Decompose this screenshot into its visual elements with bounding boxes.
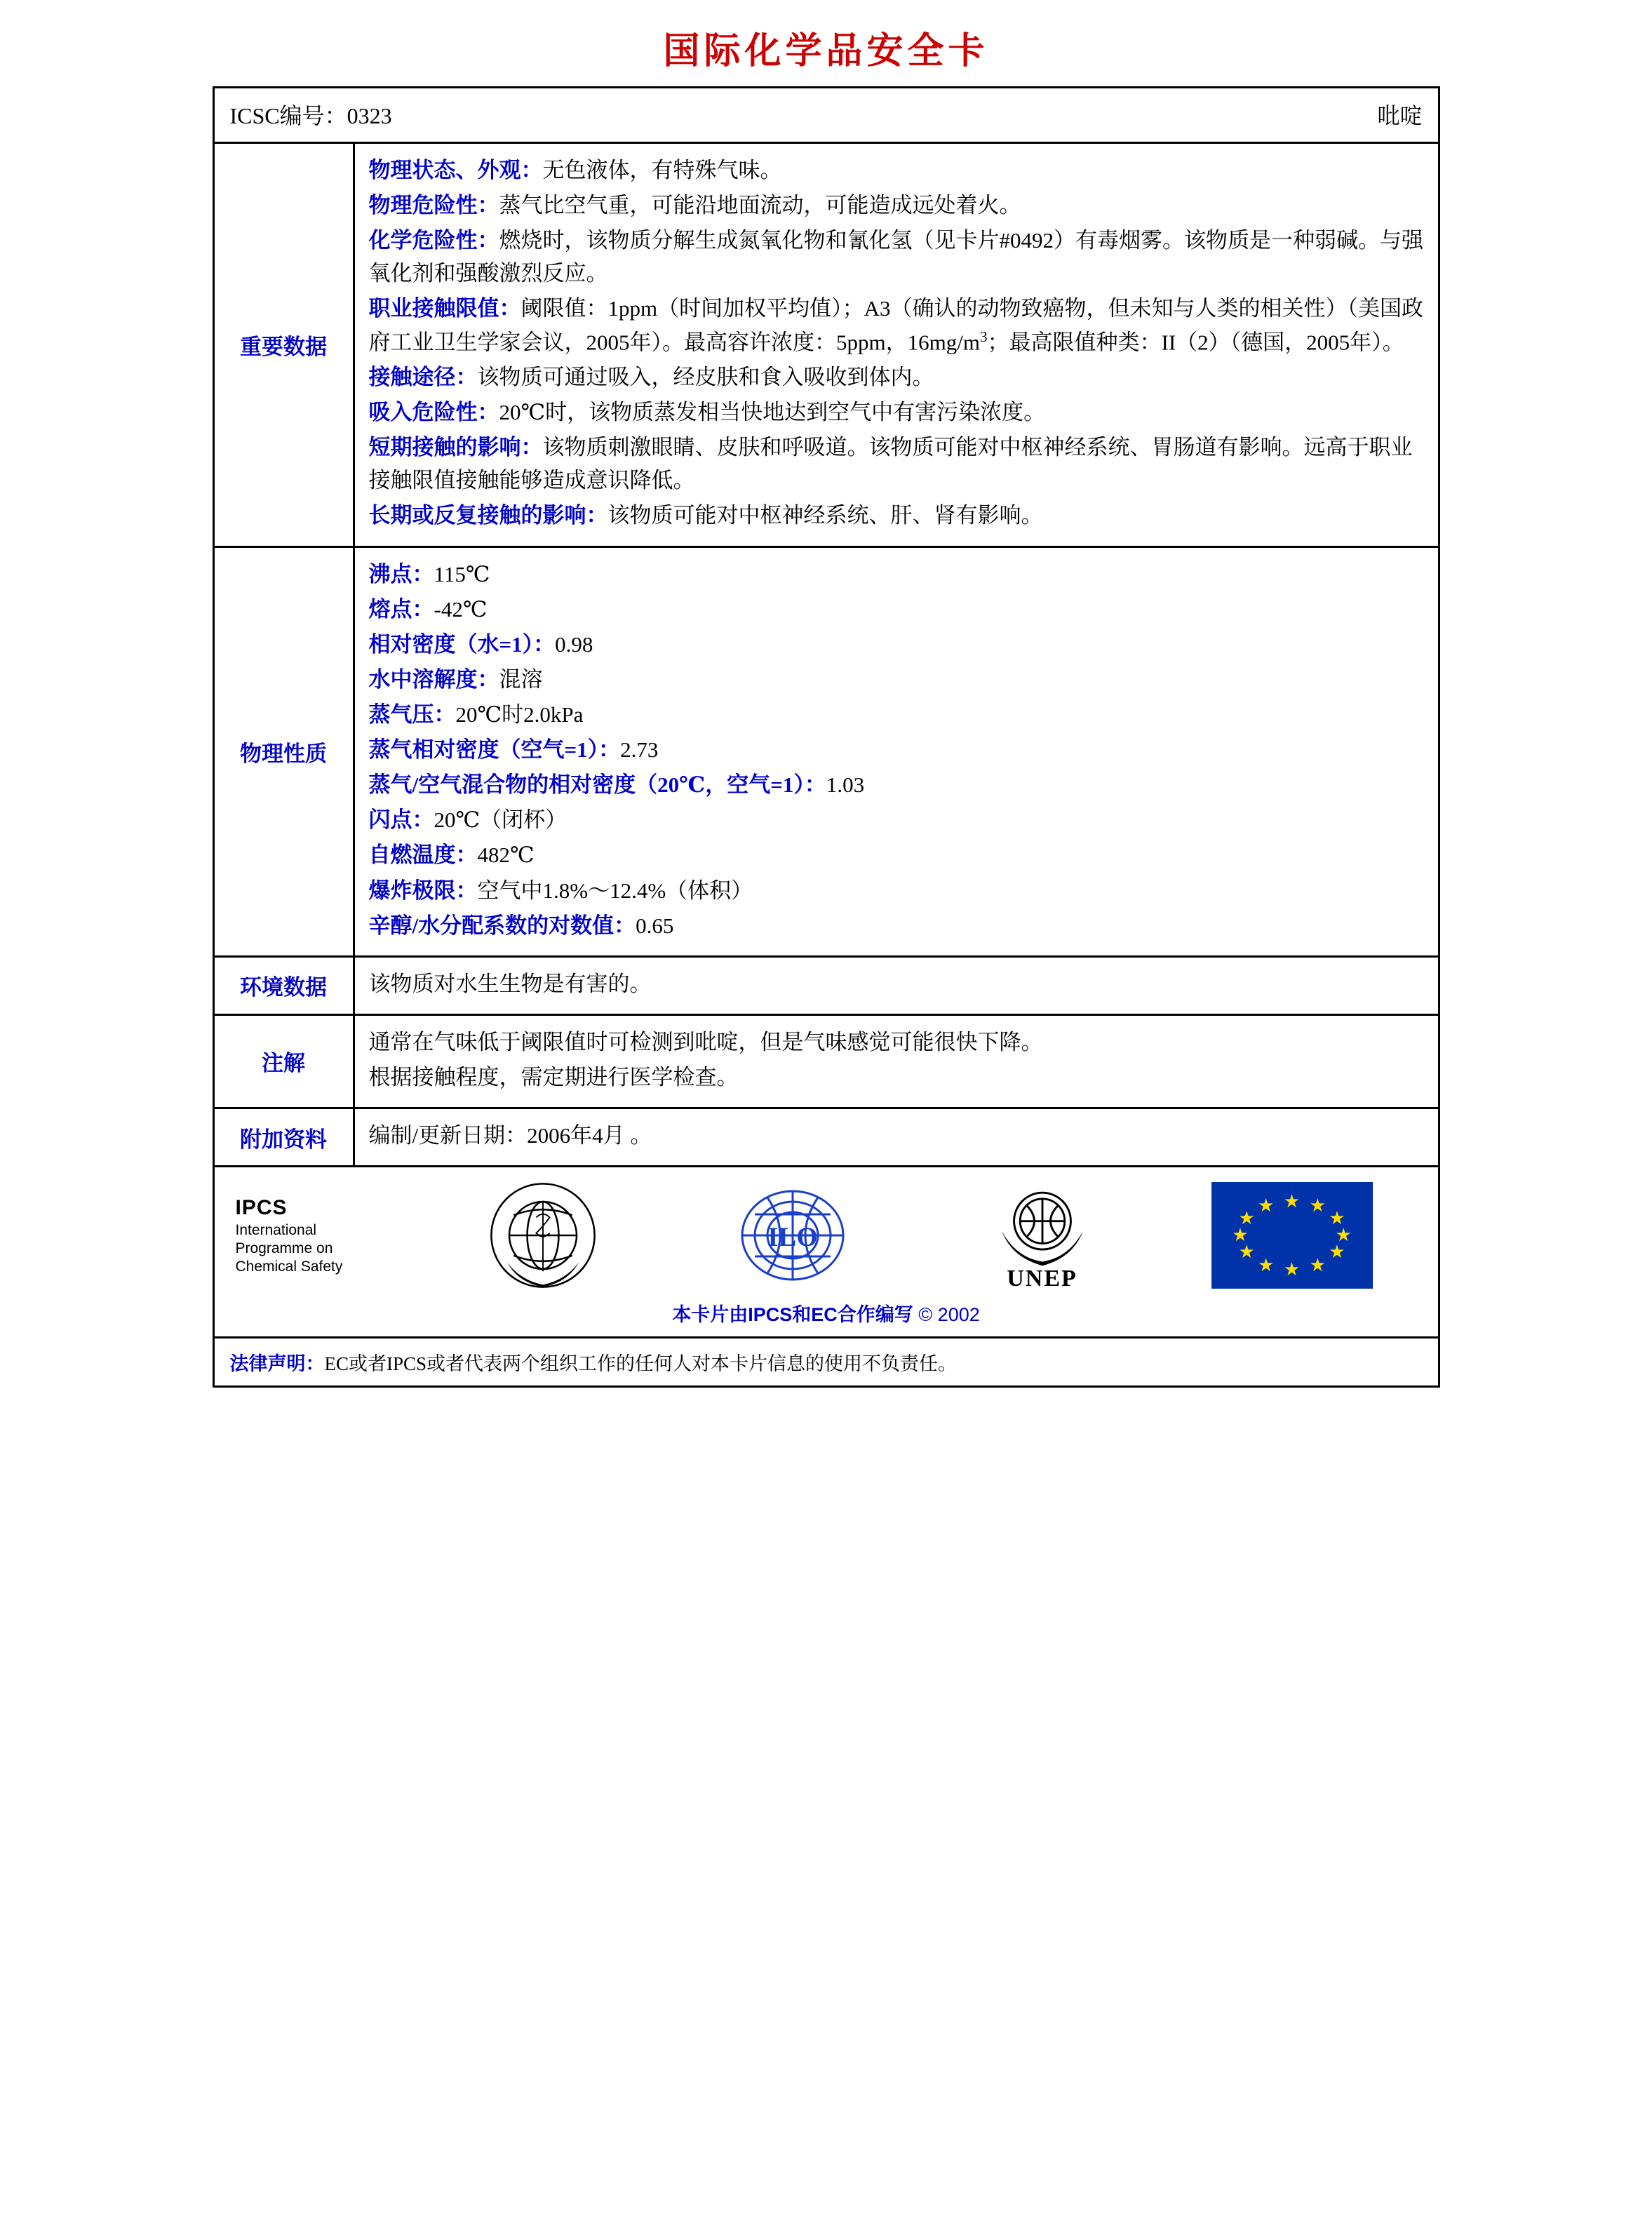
legal-notice	[215, 1338, 973, 1385]
credit-text: 本卡片由IPCS和EC合作编写	[672, 1304, 913, 1326]
item-text: 482℃	[477, 843, 535, 868]
item-label: 爆炸极限：	[368, 878, 478, 903]
additional-info-text: 编制/更新日期：2006年4月 。	[368, 1123, 652, 1148]
section-label-notes: 注解	[215, 1016, 355, 1107]
property-explosive-limits	[369, 874, 1424, 907]
item-label: 物理危险性：	[368, 193, 499, 218]
unep-logo-slot	[918, 1179, 1167, 1292]
icsc-number-label: ICSC编号：	[229, 103, 347, 128]
item-text: 2.73	[620, 737, 659, 763]
section-environmental-data	[215, 958, 1438, 1016]
item-label: 相对密度（水=1）：	[368, 631, 556, 657]
item-label: 沸点：	[368, 561, 434, 586]
item-text-a: 阈限值：1ppm（时间加权平均值）；A3（确认的动物致癌物，但未知与人类的相关性）（美国政府工业卫生学家会议，2005年）。最高容许浓度：5ppm，16mg/m	[368, 296, 1423, 354]
section-label-additional-info: 附加资料	[215, 1109, 355, 1165]
ipcs-line-2: Programme on	[235, 1240, 333, 1256]
section-important-data	[215, 144, 1438, 548]
section-additional-info	[215, 1109, 1438, 1167]
property-octanol-water-coefficient	[369, 909, 1424, 942]
credit-line	[215, 1295, 1438, 1336]
item-text: 1.03	[826, 772, 865, 798]
item-text: 蒸气比空气重，可能沿地面流动，可能造成远处着火。	[499, 193, 1021, 218]
item-text: 0.98	[555, 631, 593, 657]
data-item-physical-state	[369, 154, 1424, 187]
item-label: 蒸气压：	[368, 702, 456, 727]
ipcs-abbr: IPCS	[235, 1196, 288, 1220]
item-label: 长期或反复接触的影响：	[368, 503, 608, 528]
property-flash-point	[369, 803, 1424, 836]
logo-strip	[215, 1167, 1438, 1295]
ilo-logo-icon	[733, 1183, 852, 1288]
notes-line-1: 通常在气味低于阈限值时可检测到吡啶，但是气味感觉可能很快下降。	[368, 1029, 1043, 1054]
icsc-card	[213, 86, 1440, 1388]
item-text-b: ；最高限值种类：II（2）（德国，2005年）。	[987, 329, 1404, 354]
item-label: 短期接触的影响：	[368, 435, 543, 460]
ipcs-line-1: International	[235, 1221, 317, 1238]
item-text: 该物质刺激眼睛、皮肤和呼吸道。该物质可能对中枢神经系统、胃肠道有影响。远高于职业接触限值接触能够造成意识降低。	[368, 435, 1413, 493]
substance-name: 吡啶	[1377, 103, 1423, 128]
item-text: 该物质可通过吸入，经皮肤和食入吸收到体内。	[477, 364, 934, 389]
item-label: 吸入危险性：	[368, 400, 499, 425]
who-logo-icon	[487, 1179, 599, 1291]
copyright-text: © 2002	[918, 1304, 980, 1326]
environmental-text: 该物质对水生生物是有害的。	[368, 971, 652, 996]
item-text: -42℃	[434, 596, 488, 622]
item-label: 熔点：	[368, 596, 434, 622]
ilo-text: ILO	[767, 1222, 818, 1253]
ilo-logo-slot	[668, 1183, 918, 1288]
unep-label: UNEP	[1007, 1266, 1077, 1292]
data-item-long-term-effects	[369, 499, 1424, 532]
data-item-chemical-hazards	[369, 224, 1424, 290]
legal-text: EC或者IPCS或者代表两个组织工作的任何人对本卡片信息的使用不负责任。	[324, 1353, 958, 1375]
section-label-environmental-data: 环境数据	[215, 958, 355, 1014]
footer-logos-row	[215, 1167, 1438, 1338]
property-vapour-air-mixture-density	[369, 768, 1424, 801]
section-label-physical-properties: 物理性质	[215, 548, 355, 955]
data-item-physical-hazards	[369, 189, 1424, 222]
item-text: 20℃时2.0kPa	[455, 702, 584, 727]
item-text: 燃烧时，该物质分解生成氮氧化物和氰化氢（见卡片#0492）有毒烟雾。该物质是一种弱碱。与强氧化剂和强酸激烈反应。	[368, 228, 1423, 286]
unep-logo-icon	[990, 1179, 1095, 1270]
item-label: 闪点：	[368, 807, 434, 833]
section-content-important-data	[355, 144, 1438, 546]
item-label: 化学危险性：	[368, 228, 499, 253]
item-label: 蒸气/空气混合物的相对密度（20℃，空气=1）：	[368, 772, 826, 798]
legal-row	[215, 1338, 1438, 1385]
item-text: 该物质可能对中枢神经系统、肝、肾有影响。	[607, 503, 1043, 528]
legal-label: 法律声明：	[229, 1353, 325, 1375]
card-header-row	[215, 88, 1438, 144]
data-item-occupational-limits	[369, 292, 1424, 358]
item-label: 自燃温度：	[368, 843, 478, 868]
item-text: 无色液体，有特殊气味。	[542, 158, 782, 182]
property-relative-density	[369, 628, 1424, 661]
data-item-short-term-effects	[369, 431, 1424, 497]
data-item-routes-of-exposure	[369, 361, 1424, 394]
item-text: 空气中1.8%～12.4%（体积）	[477, 878, 753, 903]
item-superscript: 3	[979, 328, 988, 345]
icsc-number-value: 0323	[347, 103, 392, 128]
property-vapour-relative-density	[369, 733, 1424, 766]
ipcs-line-3: Chemical Safety	[235, 1259, 343, 1275]
unep-logo-wrap	[990, 1179, 1095, 1292]
item-text: 混溶	[499, 666, 543, 692]
item-label: 辛醇/水分配系数的对数值：	[368, 913, 636, 938]
notes-line-2: 根据接触程度，需定期进行医学检查。	[368, 1064, 739, 1089]
item-text: 0.65	[636, 913, 674, 938]
item-label: 接触途径：	[368, 364, 478, 389]
section-content-notes	[355, 1016, 1438, 1107]
ipcs-wordmark	[236, 1195, 418, 1276]
property-water-solubility	[369, 663, 1424, 696]
section-notes	[215, 1016, 1438, 1109]
item-label: 蒸气相对密度（空气=1）：	[368, 737, 621, 763]
property-melting-point	[369, 593, 1424, 626]
section-content-additional-info	[355, 1109, 1438, 1165]
page-title: 国际化学品安全卡	[663, 29, 989, 72]
section-content-physical-properties	[355, 548, 1438, 955]
section-label-important-data: 重要数据	[215, 144, 355, 546]
eu-flag-icon: ★ ★ ★ ★ ★ ★ ★ ★ ★ ★ ★ ★	[1211, 1182, 1373, 1289]
property-vapour-pressure	[369, 698, 1424, 731]
data-item-inhalation-risk	[369, 396, 1424, 429]
item-text: 20℃（闭杯）	[434, 807, 568, 833]
who-logo-slot	[418, 1179, 668, 1291]
item-text: 20℃时，该物质蒸发相当快地达到空气中有害污染浓度。	[499, 400, 1046, 425]
section-content-environmental-data	[355, 958, 1438, 1014]
item-label: 物理状态、外观：	[368, 158, 543, 182]
item-label: 水中溶解度：	[368, 666, 499, 692]
item-text: 115℃	[434, 561, 490, 586]
property-boiling-point	[369, 558, 1424, 591]
eu-flag-slot	[1167, 1182, 1417, 1289]
property-auto-ignition-temperature	[369, 838, 1424, 871]
section-physical-properties	[215, 548, 1438, 958]
item-label: 职业接触限值：	[368, 296, 521, 321]
